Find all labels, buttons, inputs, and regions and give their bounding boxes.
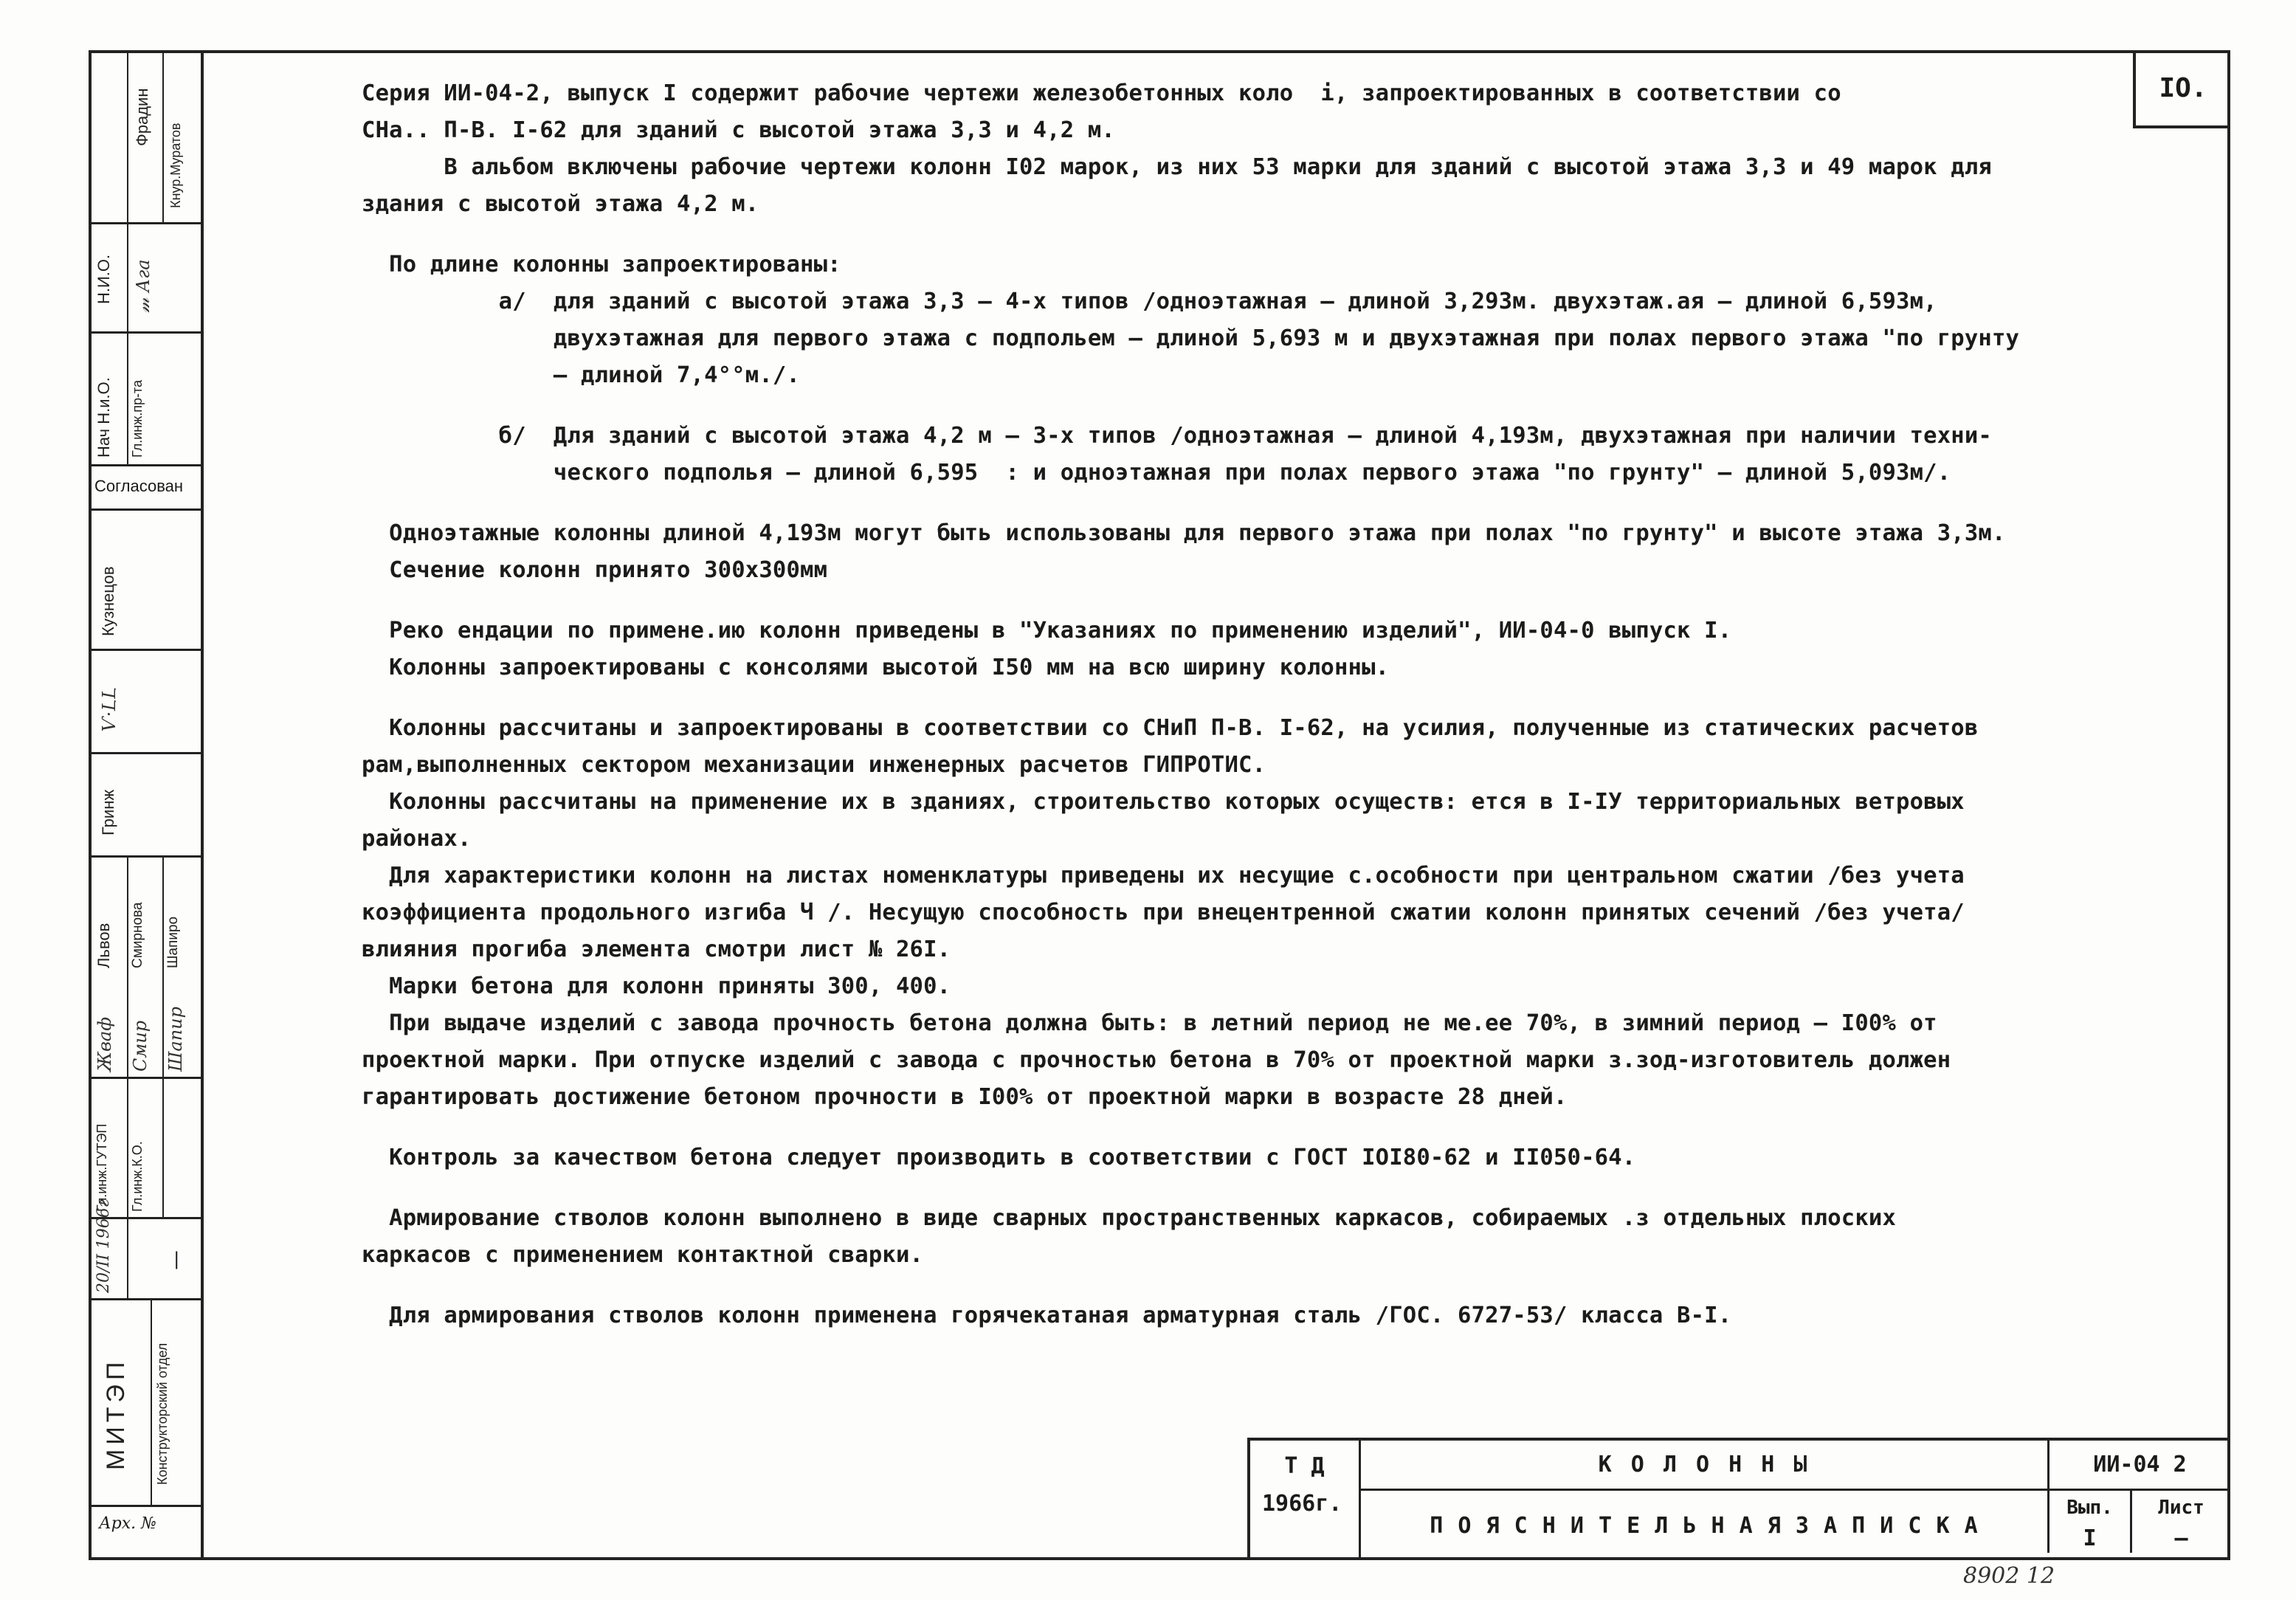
text-line: СНа.. П-В. I-62 для зданий с высотой этажа 3,3 и 4,2 м. xyxy=(362,117,1115,143)
paragraph-gap xyxy=(362,394,2177,418)
text-line: двухэтажная для первого этажа с подпольем – длиной 5,693 м и двухэтажная при полах первого этажа "по грунту xyxy=(362,325,2020,351)
strip-block-ginzh xyxy=(92,754,201,858)
strip-name: Гл.инж.пр-та xyxy=(130,379,145,458)
strip-block-kuznetsov xyxy=(92,511,201,651)
strip-name: Шапиро xyxy=(165,916,181,968)
text-line: Контроль за качеством бетона следует производить в соответствии с ГОСТ IOI80-62 и II050-64. xyxy=(362,1145,1636,1170)
strip-name: Смирнова xyxy=(130,902,145,968)
strip-dash: | xyxy=(171,1249,182,1269)
paragraph-gap xyxy=(362,1176,2177,1200)
text-line: В альбом включены рабочие чертежи колонн I02 марок, из них 53 марки для зданий с высотой этажа 3,3 и 49 марок для xyxy=(362,154,1992,180)
strip-name: Н.И.О. xyxy=(94,254,113,304)
text-line: а/ для зданий с высотой этажа 3,3 – 4-х типов /одноэтажная – длиной 3,293м. двухэтаж.ая – длиной 6,593м, xyxy=(362,289,1937,314)
text-line: районах. xyxy=(362,826,472,852)
text-line: Для характеристики колонн на листах номенклатуры приведены их несущие с.особности при центральном сжатии /без учета xyxy=(362,863,1965,889)
strip-name: Фрадин xyxy=(133,88,151,146)
text-line: каркасов с применением контактной сварки. xyxy=(362,1242,924,1268)
text-line: б/ Для зданий с высотой этажа 4,2 м – 3-х типов /одноэтажная – длиной 4,193м, двухэтажная при наличии техни- xyxy=(362,423,1992,449)
text-line: Серия ИИ-04-2, выпуск I содержит рабочие чертежи железобетонных коло і, запроектированных в соответствии со xyxy=(362,80,1841,106)
text-line: рам,выполненных сектором механизации инженерных расчетов ГИПРОТИС. xyxy=(362,752,1266,778)
handwritten-signature: Шапир xyxy=(165,1007,186,1072)
paragraph-gap xyxy=(362,1116,2177,1139)
strip-block-authors xyxy=(92,53,201,224)
text-line: ческого подполья – длиной 6,595 : и одноэтажная при полах первого этажа "по грунту" – длиной 5,093м/. xyxy=(362,460,1951,486)
handwritten-signature: Смир xyxy=(130,1020,151,1072)
strip-archive xyxy=(92,1507,201,1557)
handwritten-signature: Ѵ·ԼԼ xyxy=(99,687,120,732)
text-line: Одноэтажные колонны длиной 4,193м могут быть использованы для первого этажа при полах "по грунту" и высоте этажа 3,3м. xyxy=(362,520,2006,546)
strip-block-nio xyxy=(92,224,201,334)
strip-date: 20/II 1966г xyxy=(94,1199,113,1293)
strip-org: МИТЭП xyxy=(102,1357,130,1470)
handwritten-signature: Жваф xyxy=(94,1016,115,1072)
text-line: Реко ендации по примене.ию колонн приведены в "Указаниях по применению изделий", ИИ-04-0 выпуск I. xyxy=(362,618,1732,644)
strip-name: Гл.инж.К.О. xyxy=(130,1141,145,1212)
handwritten-signature: 𝓂 Ага xyxy=(133,259,154,313)
text-line: влияния прогиба элемента смотри лист № 26I. xyxy=(362,937,951,962)
strip-archive-label: Арх. № xyxy=(99,1514,156,1533)
title-block-subtitle: П О Я С Н И Т Е Л Ь Н А Я З А П И С К А xyxy=(1430,1512,1979,1539)
text-line: Для армирования стволов колонн применена горячекатаная арматурная сталь /ГОС. 6727-53/ класса В-I. xyxy=(362,1303,1732,1328)
paragraph-gap xyxy=(362,686,2177,710)
text-line: проектной марки. При отпуске изделий с завода с прочностью бетона в 70% от проектной марки з.зод-изготовитель должен xyxy=(362,1047,1951,1073)
text-line: По длине колонны запроектированы: xyxy=(362,252,841,277)
left-signature-strip xyxy=(89,50,204,1560)
strip-agreed xyxy=(92,466,201,511)
text-line: Колонны запроектированы с консолями высотой I50 мм на всю ширину колонны. xyxy=(362,655,1390,680)
strip-name: Нач Н.и.О. xyxy=(94,377,113,458)
strip-block-chief xyxy=(92,334,201,466)
strip-block-sign xyxy=(92,651,201,754)
strip-block-mitep xyxy=(92,1300,201,1507)
strip-agreed-label: Согласован xyxy=(94,477,184,495)
explanatory-note-text xyxy=(362,75,2177,1334)
strip-block-gutep xyxy=(92,1079,201,1219)
paragraph-gap xyxy=(362,589,2177,613)
title-block-vyp-label: Вып. xyxy=(2047,1491,2130,1525)
strip-name: Кузнецов xyxy=(99,566,117,636)
handwritten-footer: 8902 12 xyxy=(1963,1563,2055,1589)
text-line: Сечение колонн принято 300х300мм xyxy=(362,557,828,583)
title-block-code: ИИ-04 2 xyxy=(2047,1441,2230,1491)
text-line: При выдаче изделий с завода прочность бетона должна быть: в летний период не ме.ее 70%, в зимний период – I00% от xyxy=(362,1010,1937,1036)
text-line: Колонны рассчитаны на применение их в зданиях, строительство которых осуществ: ется в I-IУ территориальных ветровых xyxy=(362,789,1965,815)
strip-name: Львов xyxy=(94,923,113,968)
paragraph-gap xyxy=(362,1274,2177,1297)
text-line: – длиной 7,4°°м./. xyxy=(362,362,801,388)
text-line: коэффициента продольного изгиба Ч /. Несущую способность при внецентренной сжатии колонн принятых сечений /без учета/ xyxy=(362,900,1965,925)
title-block-year: 1966г. xyxy=(1250,1491,1361,1560)
title-block-org: Т Д xyxy=(1250,1441,1361,1491)
strip-block-date xyxy=(92,1199,201,1300)
text-line: Колонны рассчитаны и запроектированы в соответствии со СНиП П-В. I-62, на усилия, полученные из статических расчетов xyxy=(362,715,1979,741)
paragraph-gap xyxy=(362,223,2177,246)
title-block-list-value: – xyxy=(2130,1523,2230,1553)
strip-name: Кнур.Муратов xyxy=(168,123,183,208)
title-block xyxy=(1247,1438,2230,1560)
title-block-vyp-value: I xyxy=(2047,1523,2130,1553)
title-block-title: К О Л О Н Н Ы xyxy=(1361,1441,2047,1491)
text-line: Армирование стволов колонн выполнено в виде сварных пространственных каркасов, собираемых .з отдельных плоских xyxy=(362,1205,1897,1231)
strip-name: Гринж xyxy=(99,789,117,835)
strip-name: Гл.инж.ГУТЭП xyxy=(94,1123,109,1212)
strip-dept: Конструкторский отдел xyxy=(155,1342,170,1485)
text-line: здания с высотой этажа 4,2 м. xyxy=(362,191,759,217)
text-line: Марки бетона для колонн приняты 300, 400. xyxy=(362,973,951,999)
paragraph-gap xyxy=(362,492,2177,515)
sheet-number: IO. xyxy=(2133,50,2230,128)
title-block-list-label: Лист xyxy=(2130,1491,2230,1525)
text-line: гарантировать достижение бетоном прочности в I00% от проектной марки в возрасте 28 дней. xyxy=(362,1084,1568,1110)
strip-block-checkers xyxy=(92,858,201,1079)
